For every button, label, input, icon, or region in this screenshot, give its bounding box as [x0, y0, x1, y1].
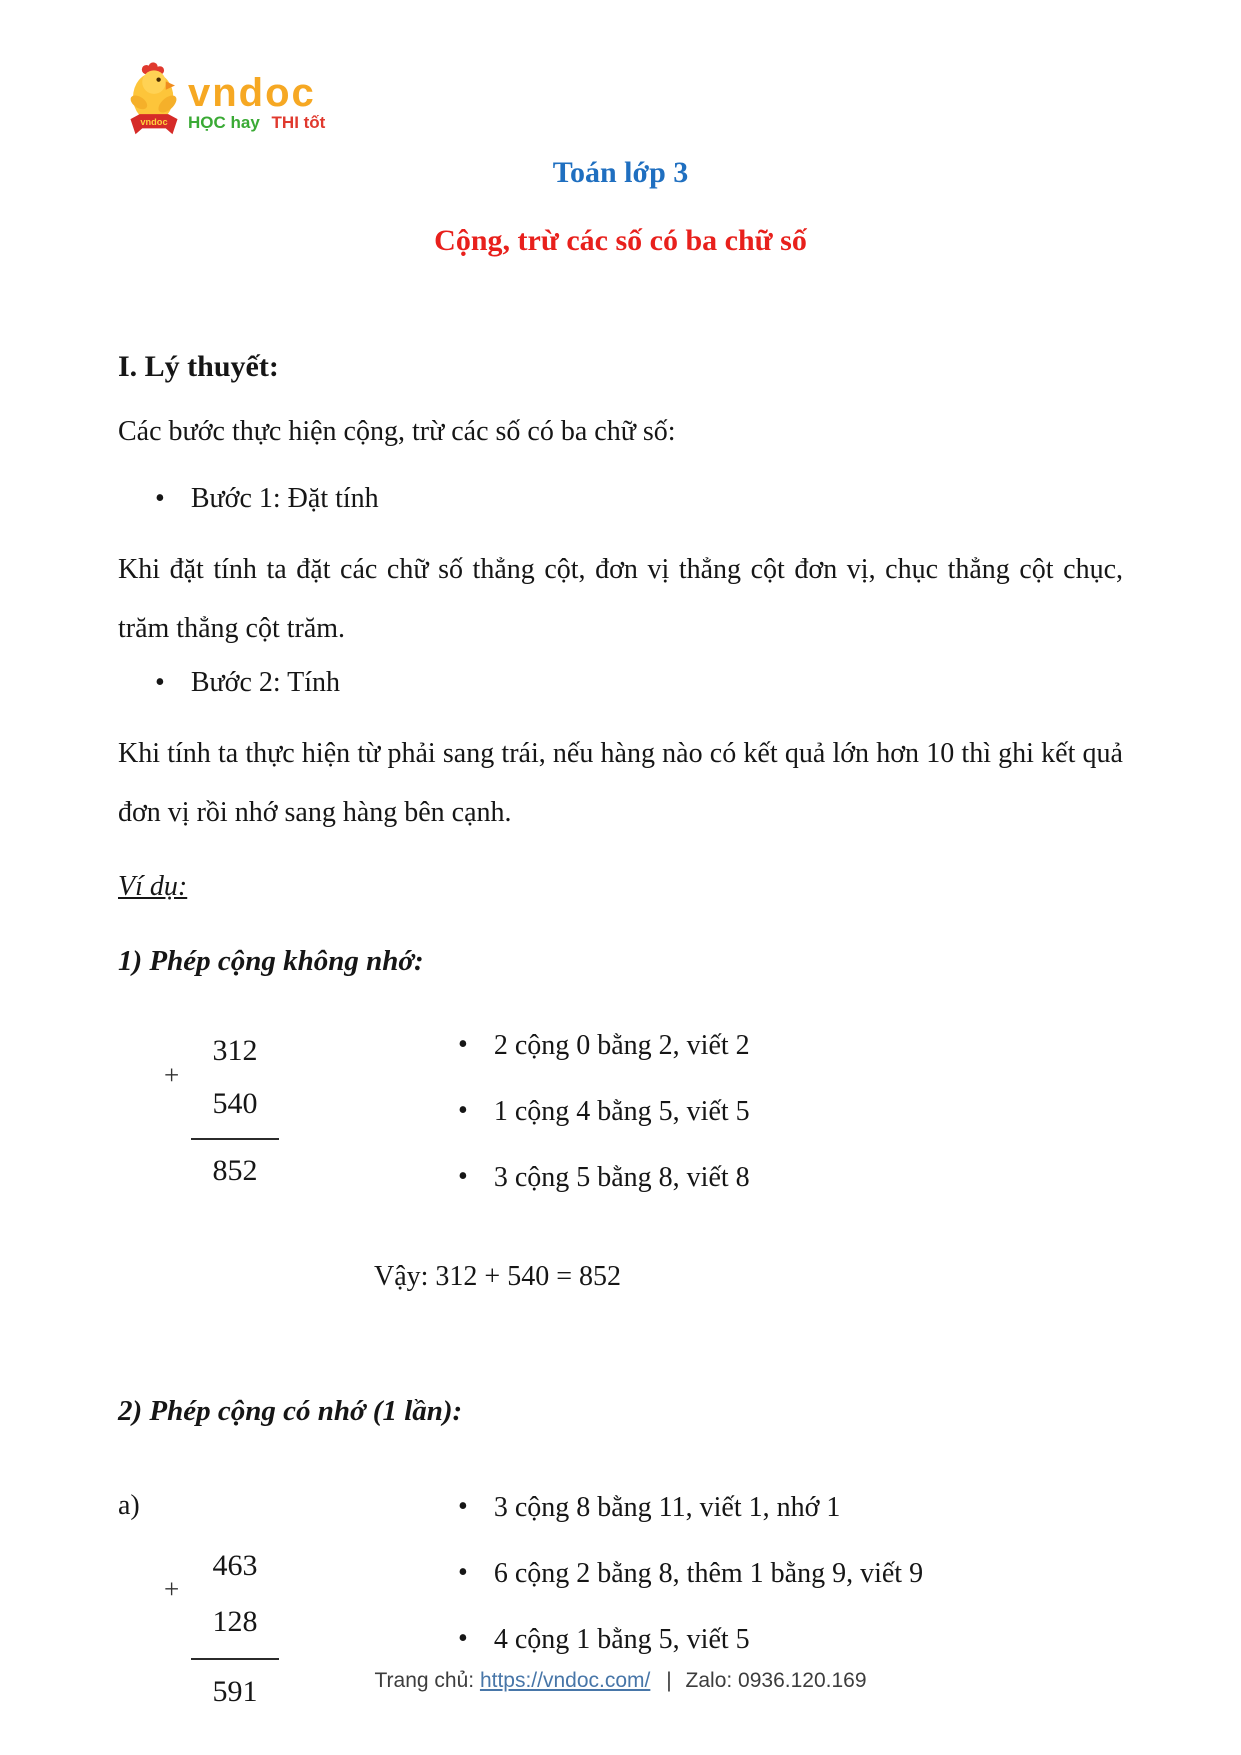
list-item	[458, 1092, 1123, 1132]
footer-zalo: Zalo: 0936.120.169	[685, 1669, 867, 1692]
example2-heading: 2) Phép cộng có nhớ (1 lần):	[118, 1395, 463, 1427]
list-item	[458, 1026, 1123, 1066]
example1-content	[118, 1024, 1123, 1224]
sum-value: 852	[212, 1154, 258, 1187]
doc-title: Toán lớp 3	[552, 156, 689, 189]
sum-rule	[191, 1138, 279, 1140]
step-text: 6 cộng 2 bằng 8, thêm 1 bằng 9, viết 9	[493, 1558, 924, 1589]
homepage-link[interactable]: https://vndoc.com/	[479, 1669, 651, 1692]
theory-step2-list	[118, 664, 1123, 702]
addend-1: 463	[212, 1549, 258, 1582]
tagline-red: THI tốt	[271, 113, 326, 132]
step-text: 4 cộng 1 bằng 5, viết 5	[493, 1624, 750, 1655]
step-text: 1 cộng 4 bằng 5, viết 5	[493, 1096, 750, 1127]
footer-separator: |	[666, 1669, 672, 1692]
list-item	[155, 664, 1123, 702]
bullet-icon: •	[458, 1095, 468, 1126]
item-label-a: a)	[118, 1490, 140, 1521]
addend-2: 128	[212, 1605, 258, 1638]
bullet-icon: •	[458, 1029, 468, 1060]
example1-steps	[430, 1024, 1123, 1224]
logo-text	[188, 71, 326, 133]
step-text: 3 cộng 8 bằng 11, viết 1, nhớ 1	[493, 1492, 841, 1523]
addend-1: 312	[212, 1034, 258, 1067]
bullet-icon: •	[458, 1491, 468, 1522]
footer-home-label: Trang chủ:	[374, 1669, 475, 1692]
doc-subtitle: Cộng, trừ các số có ba chữ số	[434, 224, 807, 257]
example1-heading: 1) Phép cộng không nhớ:	[118, 945, 424, 977]
addend-2: 540	[212, 1087, 258, 1120]
list-item	[458, 1158, 1123, 1198]
step2-description: Khi tính ta thực hiện từ phải sang trái, nếu hàng nào có kết quả lớn hơn 10 thì ghi kết quả đơn vị rồi nhớ sang hàng bên cạnh.	[118, 738, 1123, 828]
bullet-icon: •	[155, 667, 165, 698]
theory-intro: Các bước thực hiện cộng, trừ các số có ba chữ số:	[118, 416, 676, 447]
example1-math-col	[118, 1024, 430, 1224]
list-item	[458, 1488, 1123, 1528]
list-item	[155, 480, 1123, 518]
step1-description: Khi đặt tính ta đặt các chữ số thẳng cột, đơn vị thẳng cột đơn vị, chục thẳng cột chục, trăm thẳng cột trăm.	[118, 554, 1123, 644]
banner-text: vndoc	[140, 117, 168, 127]
theory-heading: I. Lý thuyết:	[118, 350, 279, 383]
bullet-icon: •	[155, 483, 165, 514]
example-label: Ví dụ:	[118, 871, 188, 902]
list-item	[458, 1620, 1123, 1660]
sum-value: 591	[212, 1675, 258, 1708]
chicken-mascot-icon	[128, 62, 180, 146]
brand-wordmark: vndoc	[188, 71, 316, 115]
step-text: 2 cộng 0 bằng 2, viết 2	[493, 1030, 750, 1061]
step1-label: Bước 1: Đặt tính	[190, 483, 379, 514]
vndoc-logo	[128, 62, 1123, 146]
step2-label: Bước 2: Tính	[190, 667, 341, 698]
step-text: 3 cộng 5 bằng 8, viết 8	[493, 1162, 750, 1193]
column-addition-1	[164, 1024, 279, 1197]
sum-rule	[191, 1658, 279, 1660]
page-footer	[0, 1669, 1241, 1693]
list-item	[458, 1554, 1123, 1594]
brand-tagline	[188, 113, 325, 133]
tagline-green: HỌC hay	[188, 113, 260, 132]
plus-operator: +	[164, 1574, 180, 1604]
bullet-icon: •	[458, 1557, 468, 1588]
theory-step1-list	[118, 480, 1123, 518]
example1-conclusion: Vậy: 312 + 540 = 852	[374, 1261, 622, 1292]
plus-operator: +	[164, 1060, 180, 1090]
bullet-icon: •	[458, 1623, 468, 1654]
bullet-icon: •	[458, 1161, 468, 1192]
